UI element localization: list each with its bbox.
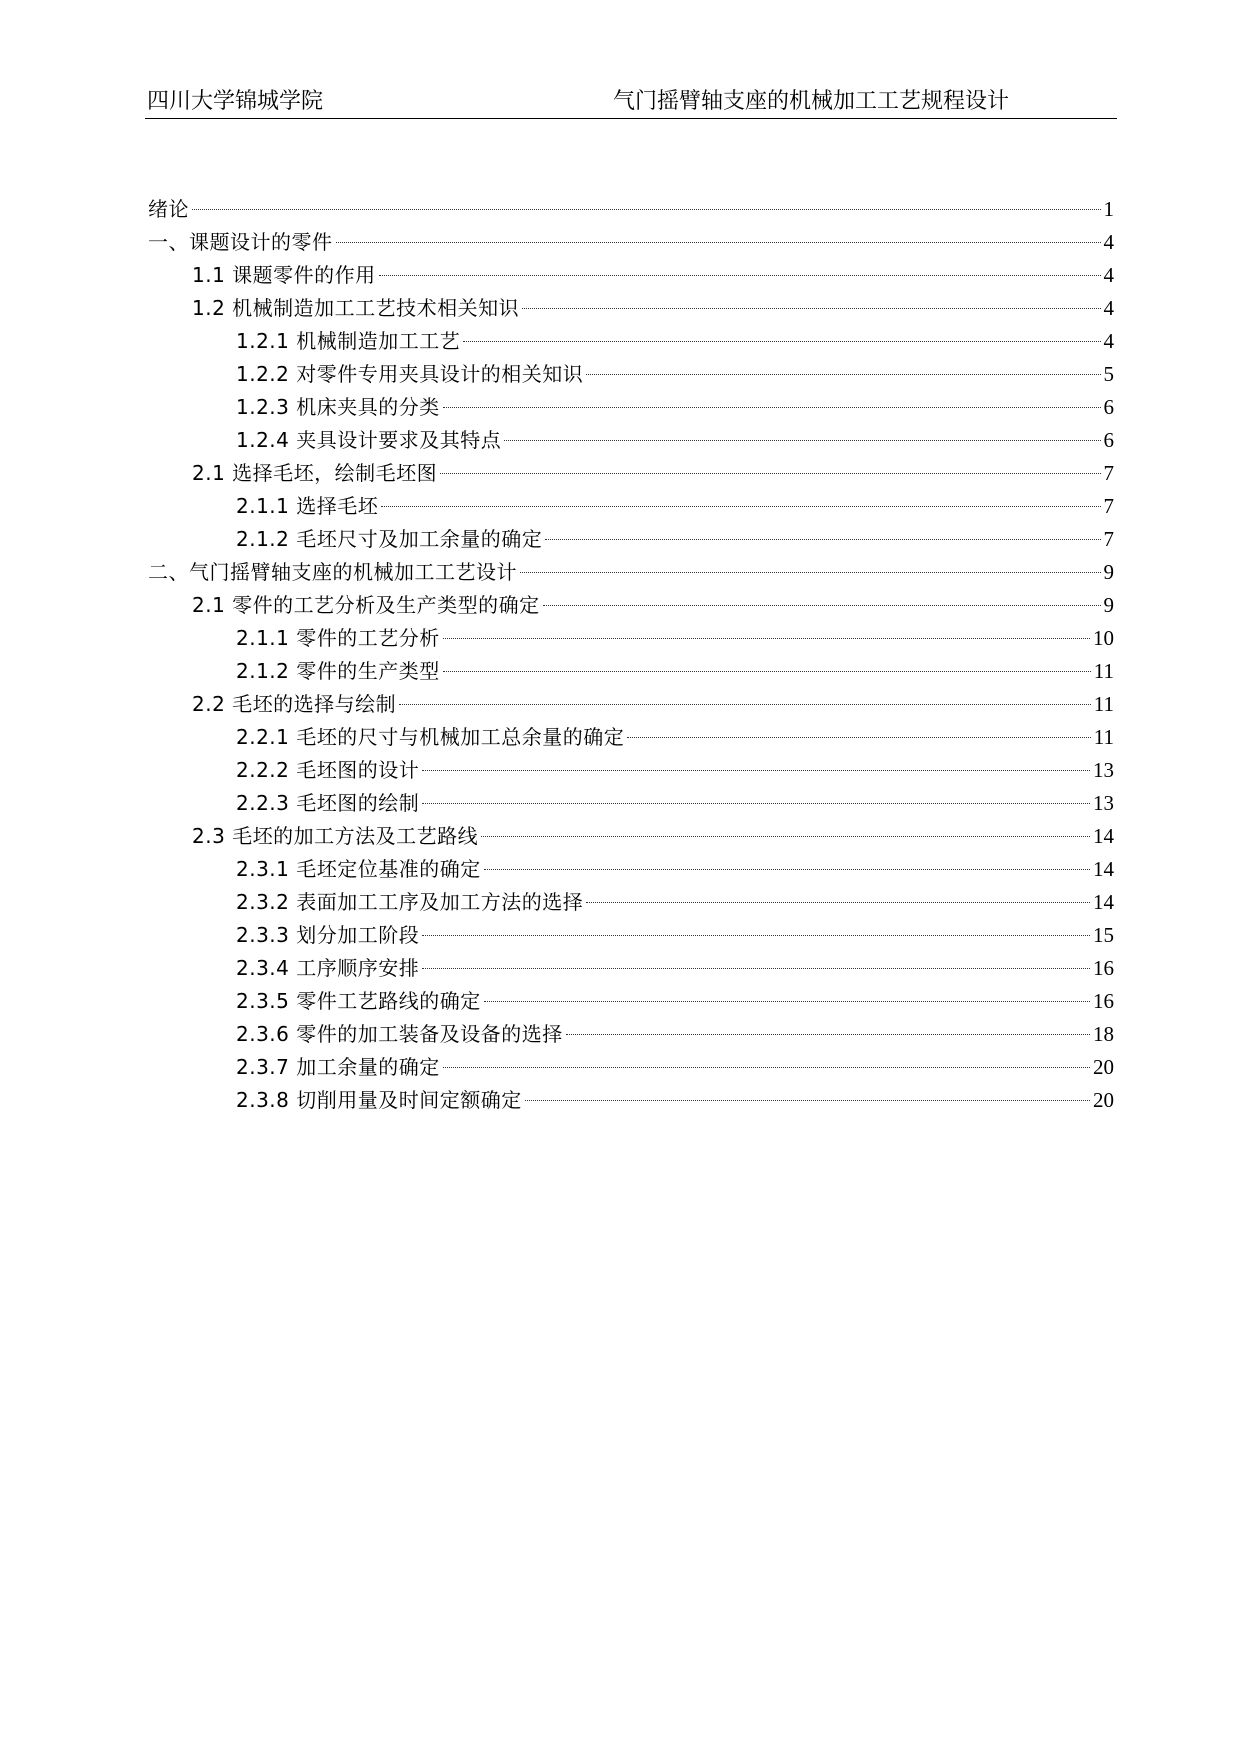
toc-page-number: 1 — [1103, 197, 1114, 221]
toc-entry[interactable] — [148, 787, 1114, 820]
toc-dot-leader — [422, 803, 1090, 804]
toc-entry[interactable] — [148, 919, 1114, 952]
toc-page-number: 13 — [1093, 791, 1114, 815]
toc-dot-leader — [422, 968, 1090, 969]
toc-entry[interactable] — [148, 589, 1114, 622]
toc-page-number: 6 — [1103, 395, 1114, 419]
toc-entry-title: 2.1 零件的工艺分析及生产类型的确定 — [192, 593, 540, 617]
toc-dot-leader — [422, 770, 1090, 771]
toc-entry[interactable] — [148, 952, 1114, 985]
toc-page-number: 18 — [1093, 1022, 1114, 1046]
toc-entry-title: 2.3.1 毛坯定位基准的确定 — [236, 857, 481, 881]
toc-entry-title: 2.1.1 选择毛坯 — [236, 494, 379, 518]
toc-page-number: 4 — [1103, 329, 1114, 353]
toc-dot-leader — [443, 1067, 1090, 1068]
toc-entry-title: 2.3.5 零件工艺路线的确定 — [236, 989, 481, 1013]
toc-dot-leader — [525, 1100, 1090, 1101]
toc-dot-leader — [443, 638, 1090, 639]
toc-entry-title: 2.3.6 零件的加工装备及设备的选择 — [236, 1022, 563, 1046]
toc-page-number: 4 — [1103, 263, 1114, 287]
toc-page-number: 20 — [1093, 1088, 1114, 1112]
toc-page-number: 20 — [1093, 1055, 1114, 1079]
toc-dot-leader — [504, 440, 1100, 441]
toc-page-number: 14 — [1093, 890, 1114, 914]
toc-entry[interactable] — [148, 820, 1114, 853]
toc-entry[interactable] — [148, 622, 1114, 655]
toc-page-number: 9 — [1103, 560, 1114, 584]
toc-entry-title: 2.3.4 工序顺序安排 — [236, 956, 420, 980]
header-institution: 四川大学锦城学院 — [147, 89, 324, 114]
toc-entry[interactable] — [148, 853, 1114, 886]
toc-entry[interactable] — [148, 1018, 1114, 1051]
toc-entry-title: 2.1 选择毛坯，绘制毛坯图 — [192, 461, 438, 485]
toc-page-number: 6 — [1103, 428, 1114, 452]
toc-dot-leader — [627, 737, 1091, 738]
toc-dot-leader — [192, 209, 1101, 210]
toc-entry-title: 2.2.3 毛坯图的绘制 — [236, 791, 420, 815]
toc-entry-title: 2.2.1 毛坯的尺寸与机械加工总余量的确定 — [236, 725, 625, 749]
toc-entry-title: 2.2 毛坯的选择与绘制 — [192, 692, 397, 716]
table-of-contents — [148, 193, 1114, 1117]
toc-page-number: 9 — [1103, 593, 1114, 617]
toc-page-number: 14 — [1093, 857, 1114, 881]
toc-page-number: 4 — [1103, 230, 1114, 254]
toc-page-number: 11 — [1093, 692, 1114, 716]
toc-page-number: 10 — [1093, 626, 1114, 650]
toc-entry-title: 2.3.8 切削用量及时间定额确定 — [236, 1088, 522, 1112]
toc-page-number: 14 — [1093, 824, 1114, 848]
toc-entry[interactable] — [148, 292, 1114, 325]
toc-dot-leader — [484, 869, 1090, 870]
toc-dot-leader — [422, 935, 1090, 936]
toc-dot-leader — [522, 308, 1100, 309]
toc-dot-leader — [379, 275, 1101, 276]
page-header — [145, 88, 1117, 119]
toc-entry-title: 2.3.2 表面加工工序及加工方法的选择 — [236, 890, 584, 914]
toc-entry-title: 1.1 课题零件的作用 — [192, 263, 376, 287]
toc-entry-title: 2.1.2 毛坯尺寸及加工余量的确定 — [236, 527, 543, 551]
toc-dot-leader — [545, 539, 1100, 540]
toc-dot-leader — [463, 341, 1100, 342]
toc-entry[interactable] — [148, 457, 1114, 490]
toc-page-number: 7 — [1103, 527, 1114, 551]
toc-entry-title: 2.3 毛坯的加工方法及工艺路线 — [192, 824, 479, 848]
toc-entry[interactable] — [148, 325, 1114, 358]
toc-page-number: 16 — [1093, 956, 1114, 980]
toc-entry[interactable] — [148, 490, 1114, 523]
toc-entry-title: 1.2.2 对零件专用夹具设计的相关知识 — [236, 362, 584, 386]
toc-dot-leader — [520, 572, 1101, 573]
toc-page-number: 11 — [1093, 725, 1114, 749]
toc-entry[interactable] — [148, 721, 1114, 754]
toc-entry-title: 2.2.2 毛坯图的设计 — [236, 758, 420, 782]
toc-page-number: 11 — [1093, 659, 1114, 683]
toc-entry[interactable] — [148, 1084, 1114, 1117]
toc-dot-leader — [440, 473, 1100, 474]
toc-page-number: 7 — [1103, 494, 1114, 518]
toc-entry-title: 绪论 — [148, 197, 189, 221]
toc-page-number: 13 — [1093, 758, 1114, 782]
toc-dot-leader — [443, 407, 1101, 408]
toc-entry[interactable] — [148, 523, 1114, 556]
toc-page-number: 5 — [1103, 362, 1114, 386]
toc-dot-leader — [586, 902, 1090, 903]
toc-page-number: 4 — [1103, 296, 1114, 320]
toc-entry[interactable] — [148, 886, 1114, 919]
toc-dot-leader — [443, 671, 1091, 672]
toc-entry[interactable] — [148, 754, 1114, 787]
toc-entry[interactable] — [148, 985, 1114, 1018]
toc-entry[interactable] — [148, 358, 1114, 391]
toc-entry[interactable] — [148, 424, 1114, 457]
toc-dot-leader — [481, 836, 1090, 837]
header-document-title: 气门摇臂轴支座的机械加工工艺规程设计 — [613, 89, 1010, 114]
toc-entry[interactable] — [148, 556, 1114, 589]
toc-page-number: 15 — [1093, 923, 1114, 947]
toc-page-number: 7 — [1103, 461, 1114, 485]
toc-dot-leader — [586, 374, 1100, 375]
toc-entry[interactable] — [148, 259, 1114, 292]
toc-dot-leader — [543, 605, 1101, 606]
toc-dot-leader — [484, 1001, 1090, 1002]
toc-dot-leader — [566, 1034, 1090, 1035]
toc-entry[interactable] — [148, 655, 1114, 688]
toc-entry[interactable] — [148, 226, 1114, 259]
toc-entry[interactable] — [148, 391, 1114, 424]
toc-entry-title: 一、课题设计的零件 — [148, 230, 333, 254]
toc-entry-title: 1.2.3 机床夹具的分类 — [236, 395, 440, 419]
toc-entry-title: 2.1.1 零件的工艺分析 — [236, 626, 440, 650]
toc-entry[interactable] — [148, 688, 1114, 721]
toc-entry-title: 1.2.4 夹具设计要求及其特点 — [236, 428, 502, 452]
toc-entry-title: 1.2.1 机械制造加工工艺 — [236, 329, 461, 353]
toc-dot-leader — [381, 506, 1100, 507]
toc-entry-title: 2.1.2 零件的生产类型 — [236, 659, 440, 683]
toc-entry-title: 二、气门摇臂轴支座的机械加工工艺设计 — [148, 560, 517, 584]
toc-entry-title: 1.2 机械制造加工工艺技术相关知识 — [192, 296, 520, 320]
toc-dot-leader — [399, 704, 1091, 705]
toc-entry-title: 2.3.3 划分加工阶段 — [236, 923, 420, 947]
toc-entry[interactable] — [148, 193, 1114, 226]
toc-page-number: 16 — [1093, 989, 1114, 1013]
toc-entry[interactable] — [148, 1051, 1114, 1084]
toc-dot-leader — [336, 242, 1101, 243]
toc-entry-title: 2.3.7 加工余量的确定 — [236, 1055, 440, 1079]
